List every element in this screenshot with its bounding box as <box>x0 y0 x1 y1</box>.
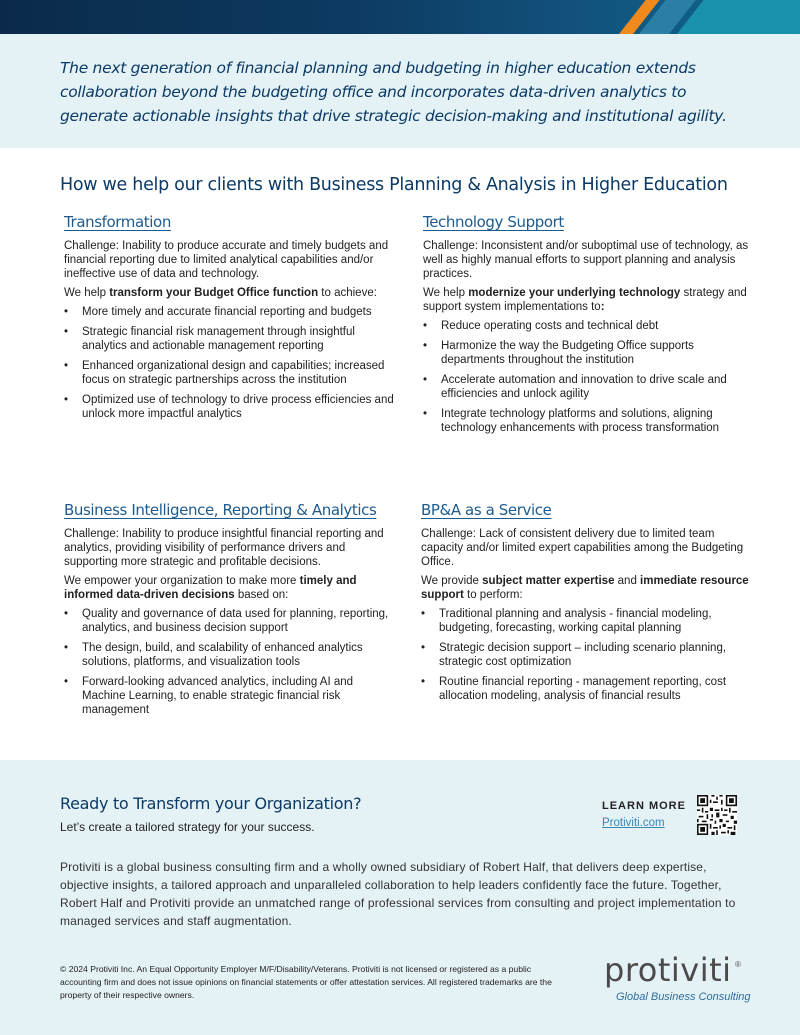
card-bullets <box>64 607 394 717</box>
registered-mark: ® <box>735 960 741 969</box>
about-protiviti: Protiviti is a global business consulting firm and a wholly owned subsidiary of Robert Half, that delivers deep expertise, objective insights, a tailored approach and unparalleled collaboration to help leaders confidently face the future. Together, Robert Half and Protiviti provide an unmatched range of professional services from consulting and project implementation to managed services and staff augmentation. <box>60 860 736 928</box>
card-challenge: Challenge: Inconsistent and/or suboptimal use of technology, as well as highly manual efforts to support planning and analysis practices. <box>423 240 749 280</box>
list-item: • Routine financial reporting - management reporting, cost allocation modeling, analysis of financial results <box>421 675 751 703</box>
list-item: • Traditional planning and analysis - financial modeling, budgeting, forecasting, working capital planning <box>421 607 751 635</box>
cta-title: Ready to Transform your Organization? <box>60 794 362 813</box>
list-item: • Enhanced organizational design and capabilities; increased focus on strategic partnerships across the institution <box>64 359 394 387</box>
list-item: • Strategic financial risk management through insightful analytics and actionable management reporting <box>64 325 394 353</box>
cta-subtitle: Let’s create a tailored strategy for your success. <box>60 820 315 834</box>
card-bpa-as-a-service <box>421 503 751 709</box>
list-item: • More timely and accurate financial reporting and budgets <box>64 305 394 319</box>
logo-wordmark: protiviti <box>604 951 732 989</box>
card-title[interactable]: Technology Support <box>423 213 564 231</box>
list-item: • Accelerate automation and innovation to drive scale and efficiencies and unlock agility <box>423 373 753 401</box>
footer-band <box>0 760 800 1035</box>
protiviti-link[interactable]: Protiviti.com <box>602 817 665 829</box>
list-item: • Harmonize the way the Budgeting Office supports departments throughout the institution <box>423 339 753 367</box>
card-challenge: Challenge: Lack of consistent delivery due to limited team capacity and/or limited expert capabilities among the Budgeting Office. <box>421 528 744 568</box>
list-item: • The design, build, and scalability of enhanced analytics solutions, platforms, and visualization tools <box>64 641 394 669</box>
list-item: • Forward-looking advanced analytics, including AI and Machine Learning, to enable strategic financial risk management <box>64 675 394 717</box>
card-lead: We help transform your Budget Office function to achieve: <box>64 287 377 299</box>
card-title[interactable]: BP&A as a Service <box>421 501 552 519</box>
section-title: How we help our clients with Business Planning & Analysis in Higher Education <box>60 175 728 195</box>
qr-code-icon[interactable] <box>697 795 737 835</box>
card-bullets <box>423 319 753 435</box>
protiviti-logo <box>604 950 749 1010</box>
intro-band <box>0 34 800 148</box>
card-business-intelligence <box>64 503 394 723</box>
card-lead: We empower your organization to make more timely and informed data-driven decisions based on: <box>64 575 357 601</box>
card-lead: We help modernize your underlying technology strategy and support system implementations to: <box>423 287 747 313</box>
learn-more-label: LEARN MORE <box>602 800 686 812</box>
card-challenge: Challenge: Inability to produce insightful financial reporting and analytics, providing visibility of performance drivers and supporting more strategic and profitable decisions. <box>64 528 384 568</box>
card-bullets <box>64 305 394 421</box>
list-item: • Optimized use of technology to drive process efficiencies and unlock more impactful analytics <box>64 393 394 421</box>
card-technology-support <box>423 215 753 441</box>
list-item: • Strategic decision support – including scenario planning, strategic cost optimization <box>421 641 751 669</box>
top-banner <box>0 0 800 34</box>
card-challenge: Challenge: Inability to produce accurate and timely budgets and financial reporting due to limited analytical capabilities and/or ineffective use of data and technology. <box>64 240 389 280</box>
card-lead: We provide subject matter expertise and immediate resource support to perform: <box>421 575 749 601</box>
legal-notice: © 2024 Protiviti Inc. An Equal Opportunity Employer M/F/Disability/Veterans. Protiviti is not licensed or registered as a public accounting firm and does not issue opinions on financial statements or offer attestation services. All registered trademarks are the property of their respective owners. <box>60 964 552 1000</box>
card-transformation <box>64 215 394 427</box>
list-item: • Quality and governance of data used for planning, reporting, analytics, and business decision support <box>64 607 394 635</box>
card-bullets <box>421 607 751 703</box>
list-item: • Reduce operating costs and technical debt <box>423 319 753 333</box>
intro-text: The next generation of financial planning and budgeting in higher education extends collaboration beyond the budgeting office and incorporates data-driven analytics to generate actionable insights that drive strategic decision-making and institutional agility. <box>60 59 727 125</box>
card-title[interactable]: Business Intelligence, Reporting & Analytics <box>64 501 377 519</box>
logo-tagline: Global Business Consulting <box>616 991 751 1003</box>
list-item: • Integrate technology platforms and solutions, aligning technology enhancements with process transformation <box>423 407 753 435</box>
card-title[interactable]: Transformation <box>64 213 171 231</box>
